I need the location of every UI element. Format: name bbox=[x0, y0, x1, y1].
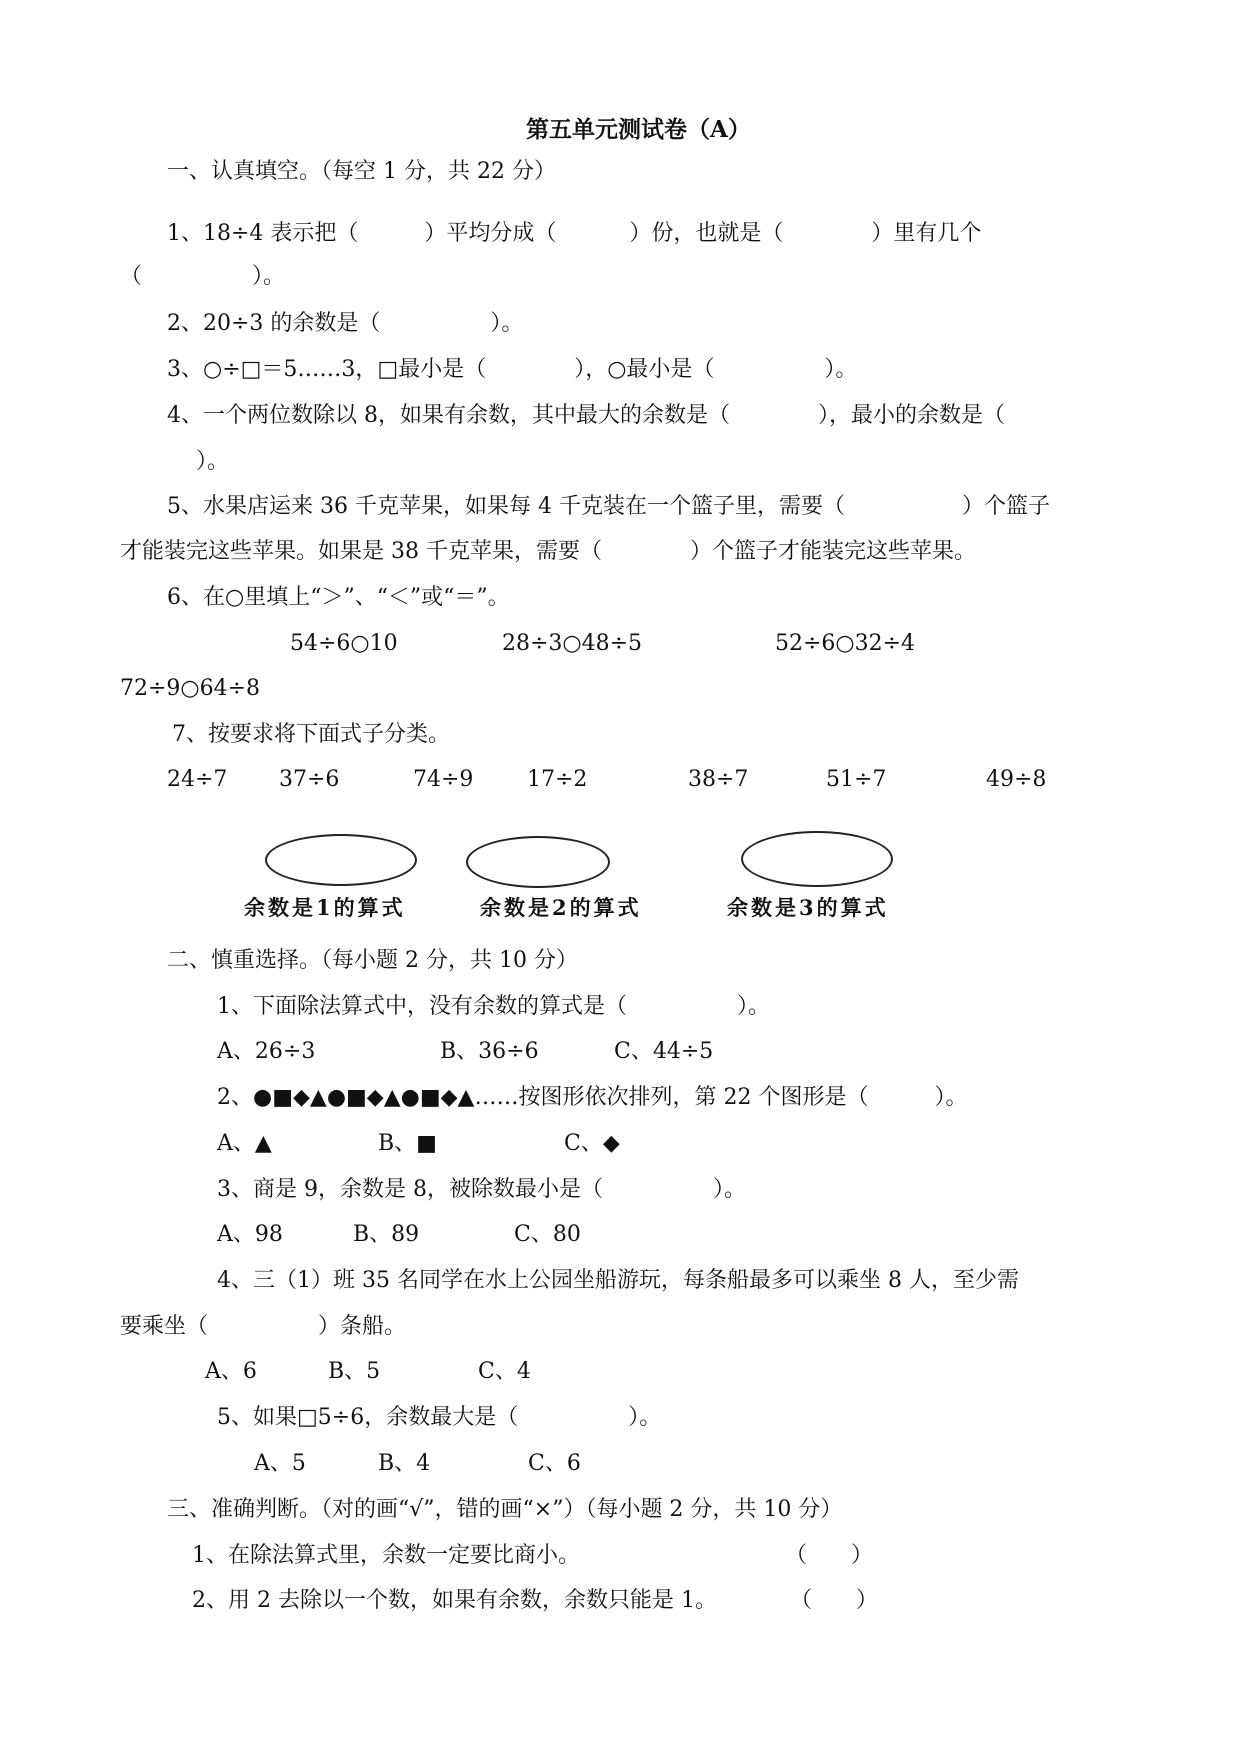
s2-q4-line1: 4、三（1）班 35 名同学在水上公园坐船游玩，每条船最多可以乘坐 8 人，至少需 bbox=[217, 1268, 1019, 1293]
s2-q4-option: B、5 bbox=[328, 1359, 381, 1384]
s2-q2-option: B、■ bbox=[378, 1131, 437, 1156]
s1-q6-item: 52÷6○32÷4 bbox=[775, 631, 916, 656]
s2-q1-option: B、36÷6 bbox=[440, 1039, 539, 1064]
s1-q7-item: 37÷6 bbox=[279, 767, 340, 792]
s1-q7-item: 49÷8 bbox=[986, 767, 1047, 792]
s2-q2: 2、●■◆▲●■◆▲●■◆▲……按图形依次排列，第 22 个图形是（ ）。 bbox=[217, 1085, 968, 1110]
s2-q1-option: A、26÷3 bbox=[217, 1039, 316, 1064]
classification-oval-2 bbox=[466, 836, 610, 888]
s1-q6-heading: 6、在○里填上“＞”、“＜”或“＝”。 bbox=[167, 585, 510, 610]
classification-oval-3 bbox=[741, 831, 893, 887]
s1-q5-line1: 5、水果店运来 36 千克苹果，如果每 4 千克装在一个篮子里，需要（ ）个篮子 bbox=[167, 494, 1050, 519]
s2-q3-option: A、98 bbox=[217, 1222, 283, 1247]
s2-q4-line2: 要乘坐（ ）条船。 bbox=[120, 1314, 407, 1339]
s2-q5-option: B、4 bbox=[378, 1451, 431, 1476]
s2-q3-option: C、80 bbox=[514, 1222, 581, 1247]
s3-q2: 2、用 2 去除以一个数，如果有余数，余数只能是 1。 bbox=[192, 1588, 717, 1613]
s1-q6-item: 72÷9○64÷8 bbox=[120, 676, 261, 701]
s1-q6-item: 54÷6○10 bbox=[290, 631, 398, 656]
s2-q5-option: C、6 bbox=[528, 1451, 581, 1476]
section1-heading: 一、认真填空。（每空 1 分，共 22 分） bbox=[167, 159, 556, 184]
oval-label-1: 余数是1的算式 bbox=[244, 895, 406, 920]
s1-q3: 3、○÷□＝5……3，□最小是（ ），○最小是（ ）。 bbox=[167, 357, 858, 382]
s3-q1-bracket: （ ） bbox=[785, 1543, 874, 1568]
classification-oval-1 bbox=[265, 834, 417, 886]
section3-heading: 三、准确判断。（对的画“√”，错的画“×”）（每小题 2 分，共 10 分） bbox=[167, 1497, 843, 1522]
s2-q1-option: C、44÷5 bbox=[614, 1039, 714, 1064]
s3-q2-bracket: （ ） bbox=[790, 1588, 879, 1613]
s2-q1: 1、下面除法算式中，没有余数的算式是（ ）。 bbox=[217, 994, 770, 1019]
s1-q7-item: 74÷9 bbox=[413, 767, 474, 792]
s1-q4-line2: ）。 bbox=[196, 449, 230, 474]
oval-label-3: 余数是3的算式 bbox=[727, 895, 889, 920]
s2-q5: 5、如果□5÷6，余数最大是（ ）。 bbox=[217, 1405, 662, 1430]
s2-q2-option: C、◆ bbox=[564, 1131, 620, 1156]
s1-q2: 2、20÷3 的余数是（ ）。 bbox=[167, 311, 524, 336]
s2-q5-option: A、5 bbox=[254, 1451, 306, 1476]
s1-q7-item: 38÷7 bbox=[688, 767, 749, 792]
s1-q7-item: 17÷2 bbox=[527, 767, 588, 792]
s1-q1-line2: （ ）。 bbox=[120, 264, 286, 289]
s2-q4-option: A、6 bbox=[205, 1359, 257, 1384]
s2-q3: 3、商是 9，余数是 8，被除数最小是（ ）。 bbox=[217, 1177, 746, 1202]
s1-q4-line1: 4、一个两位数除以 8，如果有余数，其中最大的余数是（ ），最小的余数是（ bbox=[167, 403, 1005, 428]
s1-q7-item: 24÷7 bbox=[167, 767, 228, 792]
s2-q2-option: A、▲ bbox=[217, 1131, 272, 1156]
s1-q1-line1: 1、18÷4 表示把（ ）平均分成（ ）份，也就是（ ）里有几个 bbox=[167, 221, 982, 246]
s1-q7-item: 51÷7 bbox=[826, 767, 887, 792]
s2-q3-option: B、89 bbox=[353, 1222, 420, 1247]
s1-q6-item: 28÷3○48÷5 bbox=[502, 631, 643, 656]
oval-label-2: 余数是2的算式 bbox=[480, 895, 642, 920]
section2-heading: 二、慎重选择。（每小题 2 分，共 10 分） bbox=[167, 948, 578, 973]
page-title: 第五单元测试卷（A） bbox=[526, 116, 751, 143]
s1-q5-line2: 才能装完这些苹果。如果是 38 千克苹果，需要（ ）个篮子才能装完这些苹果。 bbox=[120, 539, 976, 564]
s3-q1: 1、在除法算式里，余数一定要比商小。 bbox=[192, 1543, 580, 1568]
s2-q4-option: C、4 bbox=[478, 1359, 531, 1384]
s1-q7-heading: 7、按要求将下面式子分类。 bbox=[172, 722, 450, 747]
